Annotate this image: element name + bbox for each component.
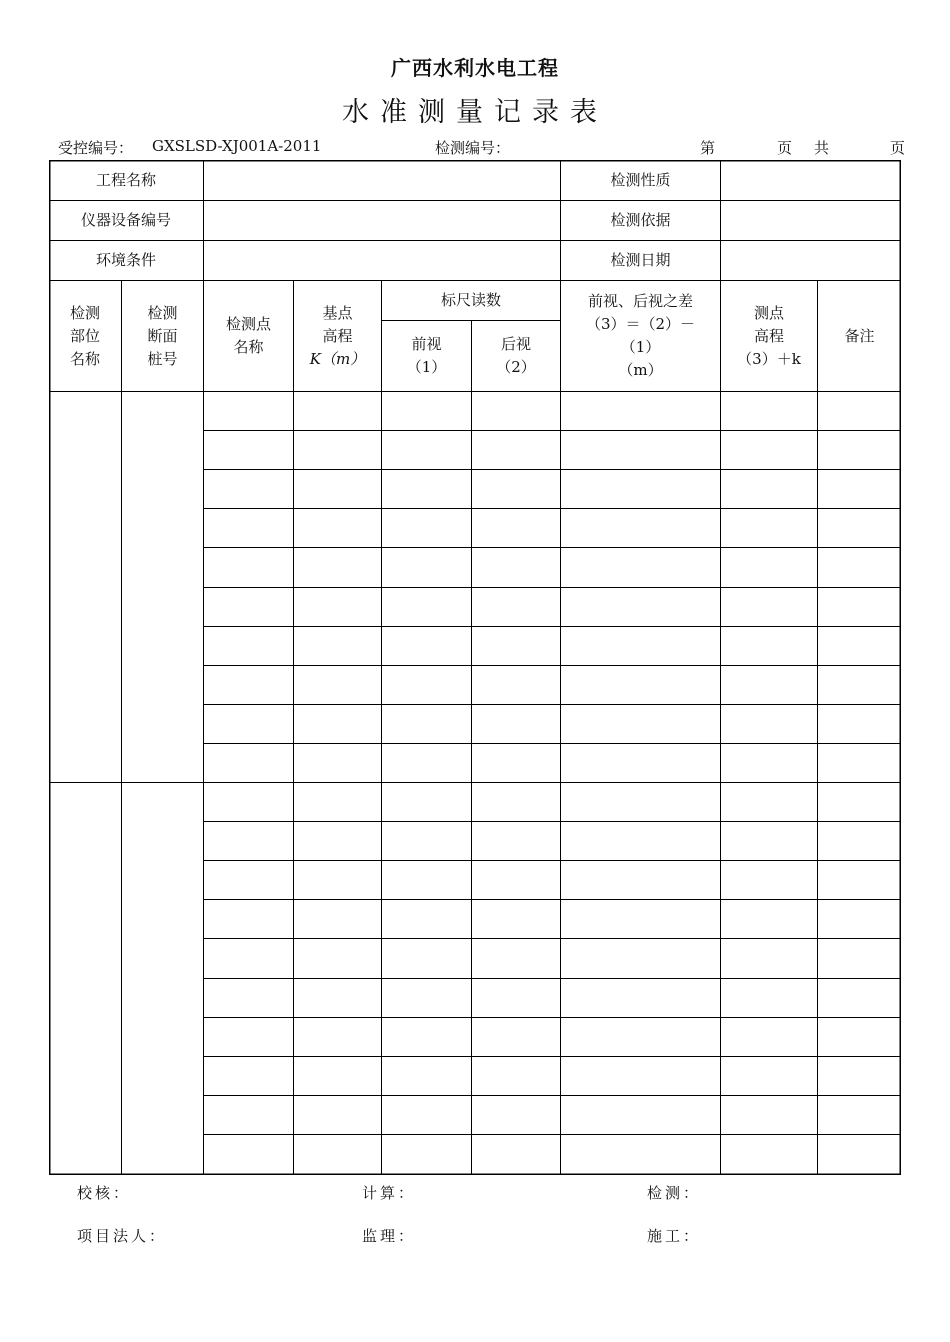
inspection-signature-label: 检测：: [647, 1184, 702, 1202]
total-pages-suffix: 页: [890, 139, 906, 157]
organization-name: 广西水利水电工程: [391, 56, 559, 80]
record-table: [49, 160, 901, 1175]
inspection-date-label: 检测日期: [610, 250, 671, 269]
supervision-label: 监理：: [362, 1227, 417, 1245]
column-header-foresight: 前视 （1）: [406, 335, 447, 376]
page-number-prefix: 第: [700, 139, 716, 157]
column-header-point-elevation: 测点 高程 （3）＋k: [737, 303, 801, 368]
total-pages-prefix: 共: [814, 139, 830, 157]
construction-label: 施工：: [647, 1227, 702, 1245]
base-elevation-unit: K（m）: [309, 349, 366, 368]
inspection-nature-label: 检测性质: [610, 170, 671, 189]
inspection-date-field[interactable]: [721, 240, 901, 280]
inspection-nature-field[interactable]: [721, 160, 901, 200]
column-header-base-elevation: [294, 281, 381, 391]
column-header-point-name: 检测点 名称: [225, 315, 271, 356]
column-header-difference: 前视、后视之差 （3）＝（2）－ （1） （m）: [585, 292, 696, 379]
page-number-suffix: 页: [777, 139, 793, 157]
control-number-value: GXSLSD-XJ001A-2011: [152, 137, 322, 155]
project-name-field[interactable]: [204, 160, 560, 200]
environment-field[interactable]: [204, 240, 560, 280]
column-header-backsight: 后视 （2）: [496, 335, 536, 376]
checker-label: 校核：: [77, 1184, 132, 1202]
inspection-basis-label: 检测依据: [610, 210, 671, 229]
base-elevation-label: 基点 高程: [322, 303, 353, 345]
column-header-part-name: 检测 部位 名称: [69, 303, 100, 368]
instrument-number-label: 仪器设备编号: [80, 210, 171, 229]
environment-label: 环境条件: [95, 250, 156, 269]
column-header-staff-readings: 标尺读数: [440, 291, 501, 309]
project-name-label: 工程名称: [95, 170, 156, 189]
inspection-basis-field[interactable]: [721, 200, 901, 240]
column-header-section-stake: 检测 断面 桩号: [147, 303, 178, 368]
calculation-label: 计算：: [362, 1184, 417, 1202]
instrument-number-field[interactable]: [204, 200, 560, 240]
form-title: 水准测量记录表: [342, 97, 608, 128]
control-number-label: 受控编号：: [58, 139, 134, 157]
project-legal-person-label: 项目法人：: [77, 1227, 168, 1245]
column-header-remarks: 备注: [844, 326, 875, 345]
inspection-number-label: 检测编号：: [435, 139, 511, 157]
